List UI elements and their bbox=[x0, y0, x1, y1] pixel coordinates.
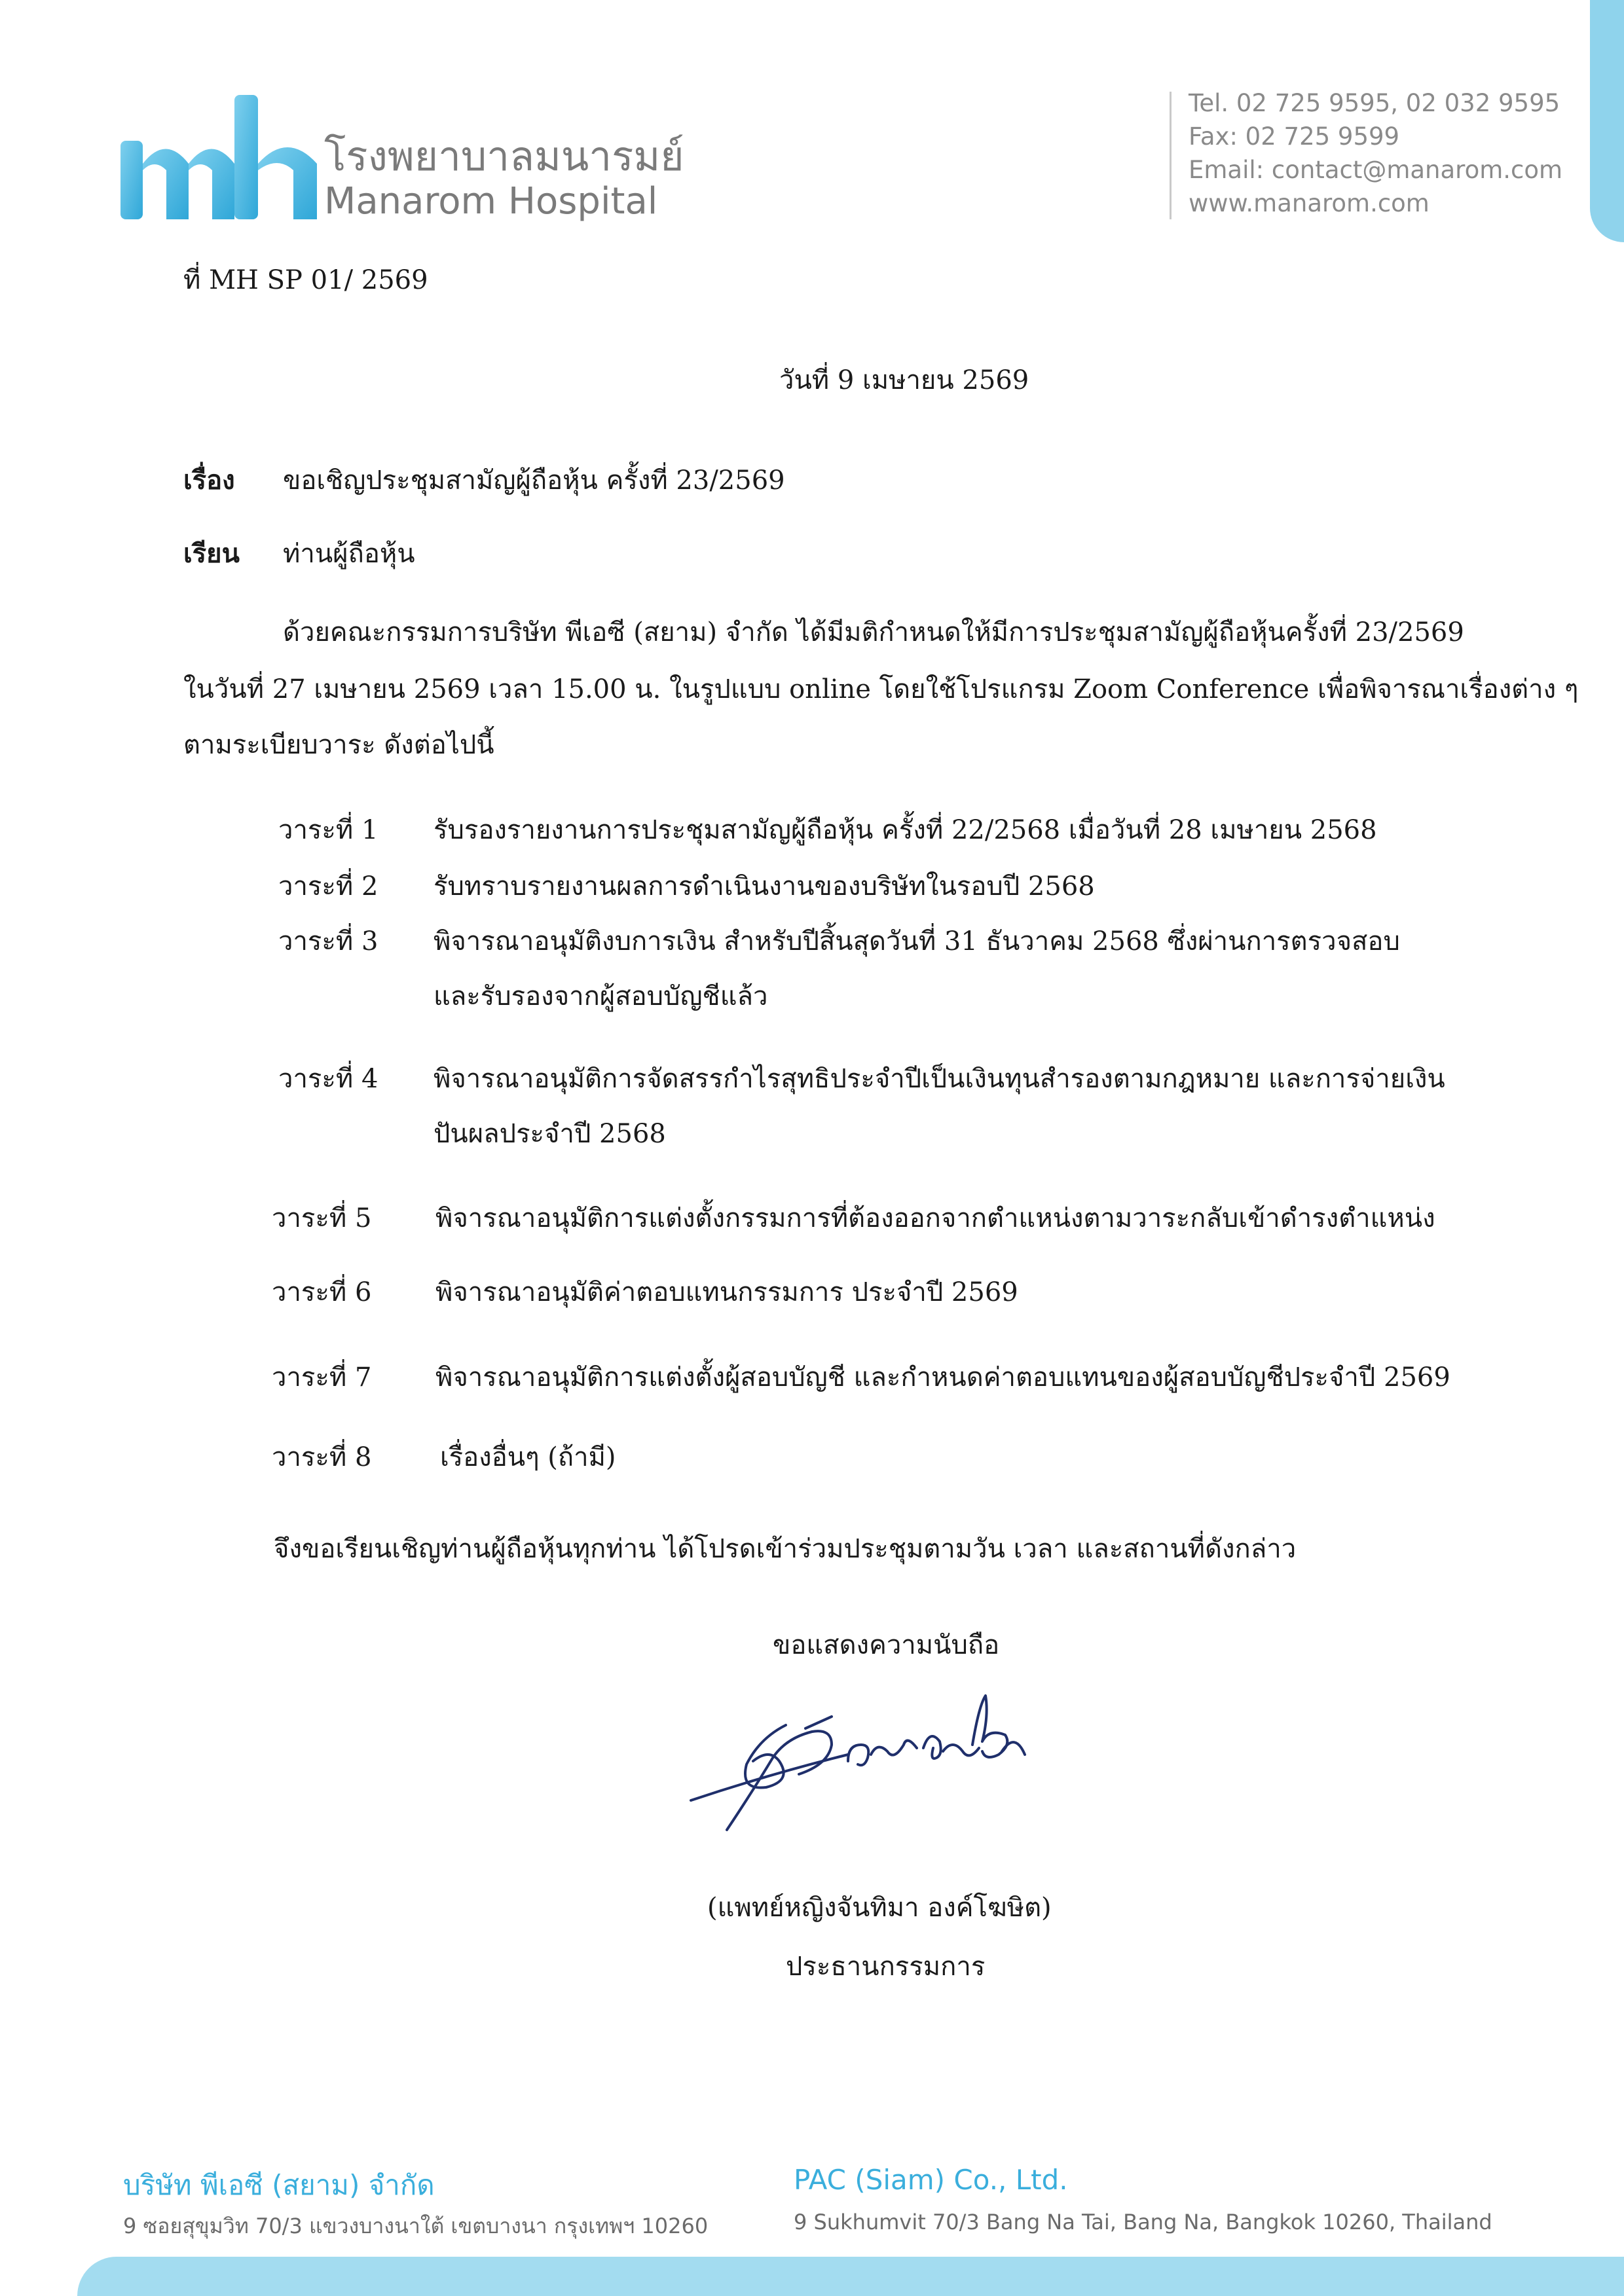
agenda-item-5: พิจารณาอนุมัติการแต่งตั้งกรรมการที่ต้องออกจากตำแหน่งตามวาระกลับเข้าดำรงตำแหน่ง bbox=[435, 1203, 1435, 1233]
agenda-label-5: วาระที่ 5 bbox=[272, 1203, 372, 1233]
intro-line-3: ตามระเบียบวาระ ดังต่อไปนี้ bbox=[183, 730, 494, 760]
agenda-label-2: วาระที่ 2 bbox=[278, 871, 378, 902]
agenda-label-1: วาระที่ 1 bbox=[278, 815, 378, 845]
subject-text: ขอเชิญประชุมสามัญผู้ถือหุ้น ครั้งที่ 23/2569 bbox=[283, 465, 785, 496]
agenda-item-3-line-1: พิจารณาอนุมัติงบการเงิน สำหรับปีสิ้นสุดวันที่ 31 ธันวาคม 2568 ซึ่งผ่านการตรวจสอบ bbox=[434, 926, 1400, 957]
contact-divider bbox=[1170, 92, 1172, 219]
signer-title: ประธานกรรมการ bbox=[786, 1952, 986, 1982]
footer-company-thai: บริษัท พีเอซี (สยาม) จำกัด bbox=[123, 2169, 435, 2201]
agenda-item-6: พิจารณาอนุมัติค่าตอบแทนกรรมการ ประจำปี 2569 bbox=[435, 1277, 1018, 1307]
agenda-label-4: วาระที่ 4 bbox=[278, 1064, 378, 1094]
agenda-item-2: รับทราบรายงานผลการดำเนินงานของบริษัทในรอบปี 2568 bbox=[434, 871, 1095, 902]
letter-date: วันที่ 9 เมษายน 2569 bbox=[779, 365, 1029, 395]
agenda-label-6: วาระที่ 6 bbox=[272, 1277, 372, 1307]
contact-website[interactable]: www.manarom.com bbox=[1189, 189, 1430, 217]
footer-address-thai: 9 ซอยสุขุมวิท 70/3 แขวงบางนาใต้ เขตบางนา กรุงเทพฯ 10260 bbox=[123, 2214, 709, 2238]
agenda-item-4-line-1: พิจารณาอนุมัติการจัดสรรกำไรสุทธิประจำปีเป็นเงินทุนสำรองตามกฎหมาย และการจ่ายเงิน bbox=[434, 1064, 1445, 1094]
agenda-label-8: วาระที่ 8 bbox=[272, 1442, 372, 1472]
agenda-item-1: รับรองรายงานการประชุมสามัญผู้ถือหุ้น ครั้งที่ 22/2568 เมื่อวันที่ 28 เมษายน 2568 bbox=[434, 815, 1377, 845]
reference-number: ที่ MH SP 01/ 2569 bbox=[183, 265, 428, 295]
signer-name: (แพทย์หญิงจันทิมา องค์โฆษิต) bbox=[707, 1893, 1052, 1923]
intro-line-1: ด้วยคณะกรรมการบริษัท พีเอซี (สยาม) จำกัด ได้มีมติกำหนดให้มีการประชุมสามัญผู้ถือหุ้นครั้งที่ 23/2569 bbox=[283, 617, 1464, 647]
hospital-name-thai: โรงพยาบาลมนารมย์ bbox=[324, 132, 684, 180]
agenda-label-3: วาระที่ 3 bbox=[278, 926, 378, 957]
hospital-name-english: Manarom Hospital bbox=[324, 180, 658, 223]
intro-line-2: ในวันที่ 27 เมษายน 2569 เวลา 15.00 น. ในรูปแบบ online โดยใช้โปรแกรม Zoom Conference เพื่อพิจารณาเรื่องต่าง ๆ bbox=[183, 674, 1579, 704]
handwritten-signature bbox=[674, 1689, 1067, 1859]
contact-phone: Tel. 02 725 9595, 02 032 9595 bbox=[1189, 89, 1560, 117]
contact-fax: Fax: 02 725 9599 bbox=[1189, 122, 1400, 151]
bottom-accent-bar bbox=[77, 2257, 1624, 2296]
closing-paragraph: จึงขอเรียนเชิญท่านผู้ถือหุ้นทุกท่าน ได้โปรดเข้าร่วมประชุมตามวัน เวลา และสถานที่ดังกล่าว bbox=[274, 1534, 1297, 1564]
subject-label: เรื่อง bbox=[183, 465, 235, 496]
agenda-item-7: พิจารณาอนุมัติการแต่งตั้งผู้สอบบัญชี และกำหนดค่าตอบแทนของผู้สอบบัญชีประจำปี 2569 bbox=[435, 1362, 1450, 1393]
agenda-label-7: วาระที่ 7 bbox=[272, 1362, 372, 1393]
contact-block bbox=[1189, 86, 1562, 220]
agenda-item-4-line-2: ปันผลประจำปี 2568 bbox=[434, 1119, 666, 1149]
footer-address-english: 9 Sukhumvit 70/3 Bang Na Tai, Bang Na, Bangkok 10260, Thailand bbox=[794, 2210, 1492, 2234]
agenda-item-3-line-2: และรับรองจากผู้สอบบัญชีแล้ว bbox=[434, 981, 768, 1011]
contact-email[interactable]: Email: contact@manarom.com bbox=[1189, 156, 1563, 184]
footer-company-english: PAC (Siam) Co., Ltd. bbox=[794, 2164, 1068, 2196]
recipient-text: ท่านผู้ถือหุ้น bbox=[283, 539, 415, 569]
hospital-logo bbox=[118, 92, 327, 223]
recipient-label: เรียน bbox=[183, 538, 240, 569]
side-accent-bar bbox=[1590, 0, 1624, 242]
regards-text: ขอแสดงความนับถือ bbox=[773, 1630, 1000, 1660]
agenda-item-8: เรื่องอื่นๆ (ถ้ามี) bbox=[440, 1442, 616, 1472]
